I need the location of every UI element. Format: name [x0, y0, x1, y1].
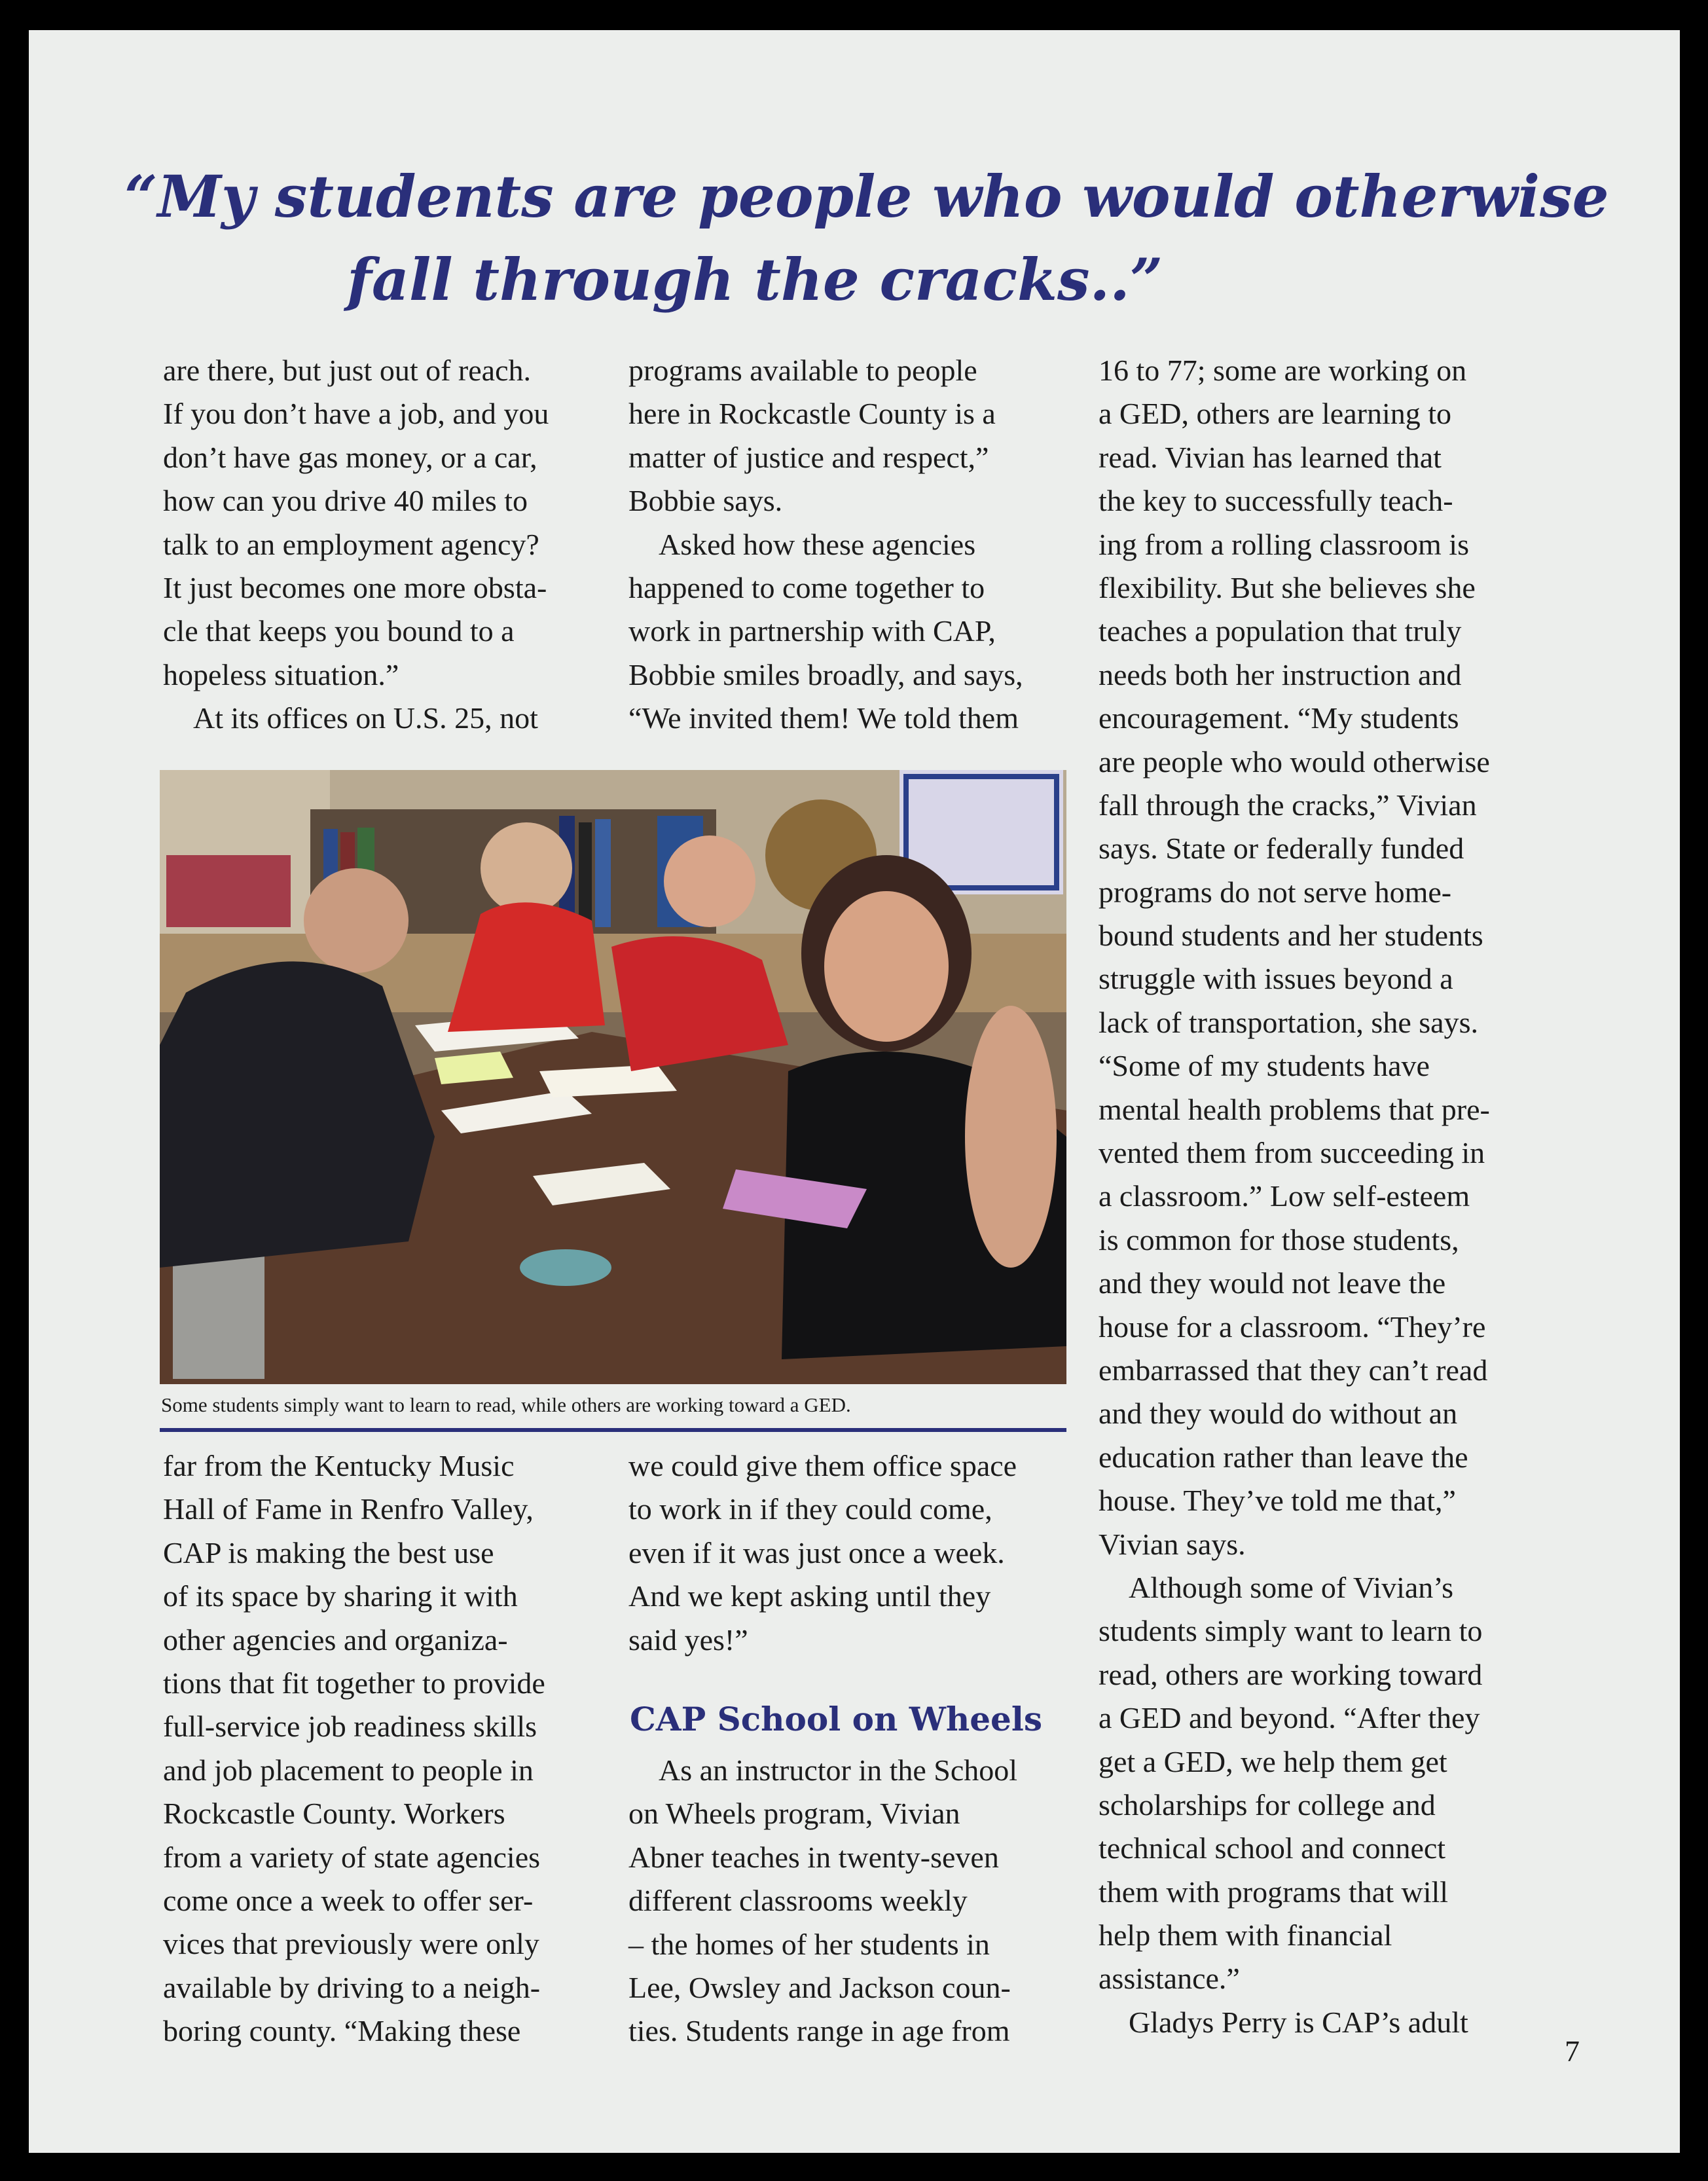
text-line: vented them from succeeding in	[1099, 1136, 1485, 1170]
text-line: Lee, Owsley and Jackson coun-	[628, 1970, 1011, 2004]
text-line: help them with financial	[1099, 1918, 1392, 1952]
text-line: are people who would otherwise	[1099, 744, 1490, 779]
text-line: teaches a population that truly	[1099, 614, 1462, 648]
text-line: embarrassed that they can’t read	[1099, 1353, 1488, 1387]
text-line: even if it was just once a week.	[628, 1535, 1005, 1569]
text-line: matter of justice and respect,”	[628, 440, 989, 474]
column-3	[1099, 349, 1583, 2044]
text-line: and job placement to people in	[163, 1753, 534, 1787]
text-line: needs both her instruction and	[1099, 657, 1462, 691]
text-line: students simply want to learn to	[1099, 1614, 1483, 1648]
text-line: vices that previously were only	[163, 1927, 539, 1961]
text-line: Gladys Perry is CAP’s adult	[1099, 2005, 1468, 2039]
text-line: “Some of my students have	[1099, 1049, 1430, 1083]
text-line: Asked how these agencies	[628, 527, 976, 561]
text-line: and they would not leave the	[1099, 1266, 1446, 1300]
text-line: Hall of Fame in Renfro Valley,	[163, 1492, 534, 1526]
page-number: 7	[1565, 2034, 1580, 2068]
text-line: tions that fit together to provide	[163, 1666, 545, 1700]
text-line: ing from a rolling classroom is	[1099, 527, 1469, 561]
text-line: says. State or federally funded	[1099, 832, 1464, 866]
text-line: mental health problems that pre-	[1099, 1092, 1490, 1126]
text-line: hopeless situation.”	[163, 657, 399, 691]
text-line: encouragement. “My students	[1099, 701, 1459, 735]
text-line: ties. Students range in age from	[628, 2014, 1010, 2048]
photo-caption: Some students simply want to learn to read, while others are working toward a GED.	[161, 1393, 851, 1416]
column-2-section	[628, 1749, 1100, 2053]
magazine-page	[29, 30, 1680, 2153]
text-line: we could give them office space	[628, 1449, 1017, 1482]
text-line: If you don’t have a job, and you	[163, 397, 549, 431]
text-line: don’t have gas money, or a car,	[163, 440, 537, 474]
text-line: “We invited them! We told them	[628, 701, 1019, 735]
text-line: assistance.”	[1099, 1962, 1240, 1996]
pull-quote-line-2: fall through the cracks..”	[347, 246, 1163, 314]
text-line: Bobbie smiles broadly, and says,	[628, 657, 1023, 691]
text-line: Although some of Vivian’s	[1099, 1570, 1453, 1604]
section-heading: CAP School on Wheels	[630, 1700, 1042, 1738]
text-line: boring county. “Making these	[163, 2014, 521, 2048]
text-line: come once a week to offer ser-	[163, 1883, 534, 1917]
text-line: 16 to 77; some are working on	[1099, 354, 1467, 387]
text-line: full-service job readiness skills	[163, 1710, 537, 1744]
text-line: a GED and beyond. “After they	[1099, 1701, 1480, 1735]
caption-rule	[160, 1428, 1066, 1432]
text-line: to work in if they could come,	[628, 1492, 992, 1526]
text-line: get a GED, we help them get	[1099, 1744, 1447, 1778]
column-1-top	[163, 349, 634, 741]
text-line: programs available to people	[628, 354, 977, 387]
text-line: cle that keeps you bound to a	[163, 614, 515, 648]
text-line: Rockcastle County. Workers	[163, 1797, 505, 1831]
classroom-photo	[160, 770, 1066, 1384]
text-line: work in partnership with CAP,	[628, 614, 996, 648]
text-line: struggle with issues beyond a	[1099, 962, 1453, 996]
text-line: other agencies and organiza-	[163, 1622, 508, 1657]
text-line: are there, but just out of reach.	[163, 354, 531, 387]
text-line: scholarships for college and	[1099, 1787, 1436, 1822]
text-line: them with programs that will	[1099, 1875, 1449, 1909]
text-line: different classrooms weekly	[628, 1884, 968, 1918]
text-line: a classroom.” Low self-esteem	[1099, 1179, 1470, 1213]
text-line: read. Vivian has learned that	[1099, 440, 1442, 474]
text-line: on Wheels program, Vivian	[628, 1797, 960, 1831]
column-1-bottom	[163, 1444, 634, 2053]
text-line: here in Rockcastle County is a	[628, 397, 996, 431]
text-line: Bobbie says.	[628, 484, 783, 518]
text-line: and they would do without an	[1099, 1397, 1458, 1431]
text-line: Abner teaches in twenty-seven	[628, 1840, 999, 1874]
text-line: available by driving to a neigh-	[163, 1970, 541, 2004]
text-line: the key to successfully teach-	[1099, 484, 1453, 518]
text-line: how can you drive 40 miles to	[163, 484, 528, 518]
text-line: technical school and connect	[1099, 1831, 1446, 1865]
text-line: said yes!”	[628, 1622, 748, 1657]
text-line: read, others are working toward	[1099, 1657, 1483, 1691]
text-line: fall through the cracks,” Vivian	[1099, 788, 1477, 822]
pull-quote-line-1: “My students are people who would otherwise	[124, 162, 1609, 230]
text-line: bound students and her students	[1099, 919, 1483, 953]
text-line: far from the Kentucky Music	[163, 1449, 515, 1482]
text-line: talk to an employment agency?	[163, 527, 539, 561]
text-line: lack of transportation, she says.	[1099, 1005, 1478, 1039]
text-line: education rather than leave the	[1099, 1440, 1468, 1474]
text-line: Vivian says.	[1099, 1527, 1246, 1561]
text-line: of its space by sharing it with	[163, 1579, 518, 1613]
column-2-top	[628, 349, 1100, 741]
text-line: a GED, others are learning to	[1099, 397, 1452, 431]
text-line: from a variety of state agencies	[163, 1840, 541, 1874]
text-line: programs do not serve home-	[1099, 875, 1452, 909]
text-line: It just becomes one more obsta-	[163, 570, 547, 604]
column-2-bottom	[628, 1444, 1100, 1662]
text-line: – the homes of her students in	[628, 1927, 990, 1961]
text-line: is common for those students,	[1099, 1222, 1459, 1256]
text-line: And we kept asking until they	[628, 1579, 991, 1613]
text-line: As an instructor in the School	[628, 1753, 1018, 1787]
text-line: happened to come together to	[628, 570, 985, 604]
text-line: flexibility. But she believes she	[1099, 570, 1476, 604]
text-line: CAP is making the best use	[163, 1535, 494, 1569]
text-line: house for a classroom. “They’re	[1099, 1310, 1486, 1344]
text-line: house. They’ve told me that,”	[1099, 1484, 1456, 1518]
text-line: At its offices on U.S. 25, not	[163, 701, 538, 735]
